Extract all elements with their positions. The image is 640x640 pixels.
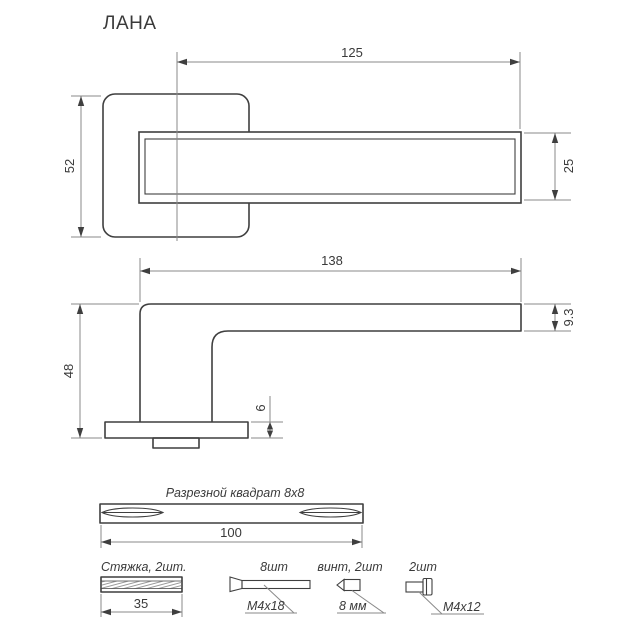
dim-rosette-52 xyxy=(62,96,101,237)
dim-rosette-thickness-value: 6 xyxy=(253,404,268,412)
rosette-side-base xyxy=(153,438,199,448)
dim-spindle-100 xyxy=(101,525,362,548)
page-title: ЛАНА xyxy=(103,13,157,34)
screw-m4x18-head xyxy=(230,577,242,592)
dim-lever-value: 25 xyxy=(561,158,576,174)
dim-rosette-value: 52 xyxy=(62,158,77,174)
dim-thickness-value: 9.3 xyxy=(561,308,576,327)
hardware-row xyxy=(101,560,484,617)
screw-m4x18-item xyxy=(230,560,310,613)
front-view xyxy=(62,45,576,241)
dim-width-value: 125 xyxy=(341,45,363,60)
dim-tie-rod-35 xyxy=(101,594,182,617)
dim-length-value: 138 xyxy=(321,253,343,268)
screw-m4x12-item xyxy=(406,560,484,614)
dim-lever-25 xyxy=(524,133,576,200)
side-view xyxy=(61,253,576,448)
screw-m4x18-shank xyxy=(242,581,310,589)
screw-m4x12-body xyxy=(406,582,423,592)
screw-m4x12-spec: M4x12 xyxy=(443,600,481,614)
screw-vint-body xyxy=(344,580,360,591)
dim-thickness-9-3 xyxy=(524,304,576,331)
screw-m4x18-qty: 8шт xyxy=(260,560,288,574)
screw-m4x12-head xyxy=(423,579,432,596)
spindle-label: Разрезной квадрат 8x8 xyxy=(165,486,305,500)
dim-spindle-value: 100 xyxy=(220,525,242,540)
tie-rod-thread-hatch xyxy=(102,582,181,589)
screw-vint-spec: 8 мм xyxy=(339,599,367,613)
screw-vint-item xyxy=(317,560,386,613)
dim-height-48 xyxy=(61,304,139,438)
tie-rod-label: Стяжка, 2шт. xyxy=(101,560,187,574)
screw-vint-tip xyxy=(337,580,344,591)
handle-side-profile xyxy=(140,304,521,422)
rosette-side-plate xyxy=(105,422,248,438)
dim-rosette-thickness-6 xyxy=(251,396,283,438)
spindle-bar xyxy=(100,504,363,523)
lever-front xyxy=(139,132,521,203)
spindle-drawing xyxy=(100,486,363,548)
screw-m4x12-qty: 2шт xyxy=(409,560,437,574)
dim-height-value: 48 xyxy=(61,363,76,379)
tie-rod-item xyxy=(101,560,186,617)
dim-length-138 xyxy=(140,253,521,302)
screw-m4x18-spec: M4x18 xyxy=(247,599,285,613)
screw-vint-qty: винт, 2шт xyxy=(317,560,383,574)
dim-tie-rod-value: 35 xyxy=(133,596,149,611)
